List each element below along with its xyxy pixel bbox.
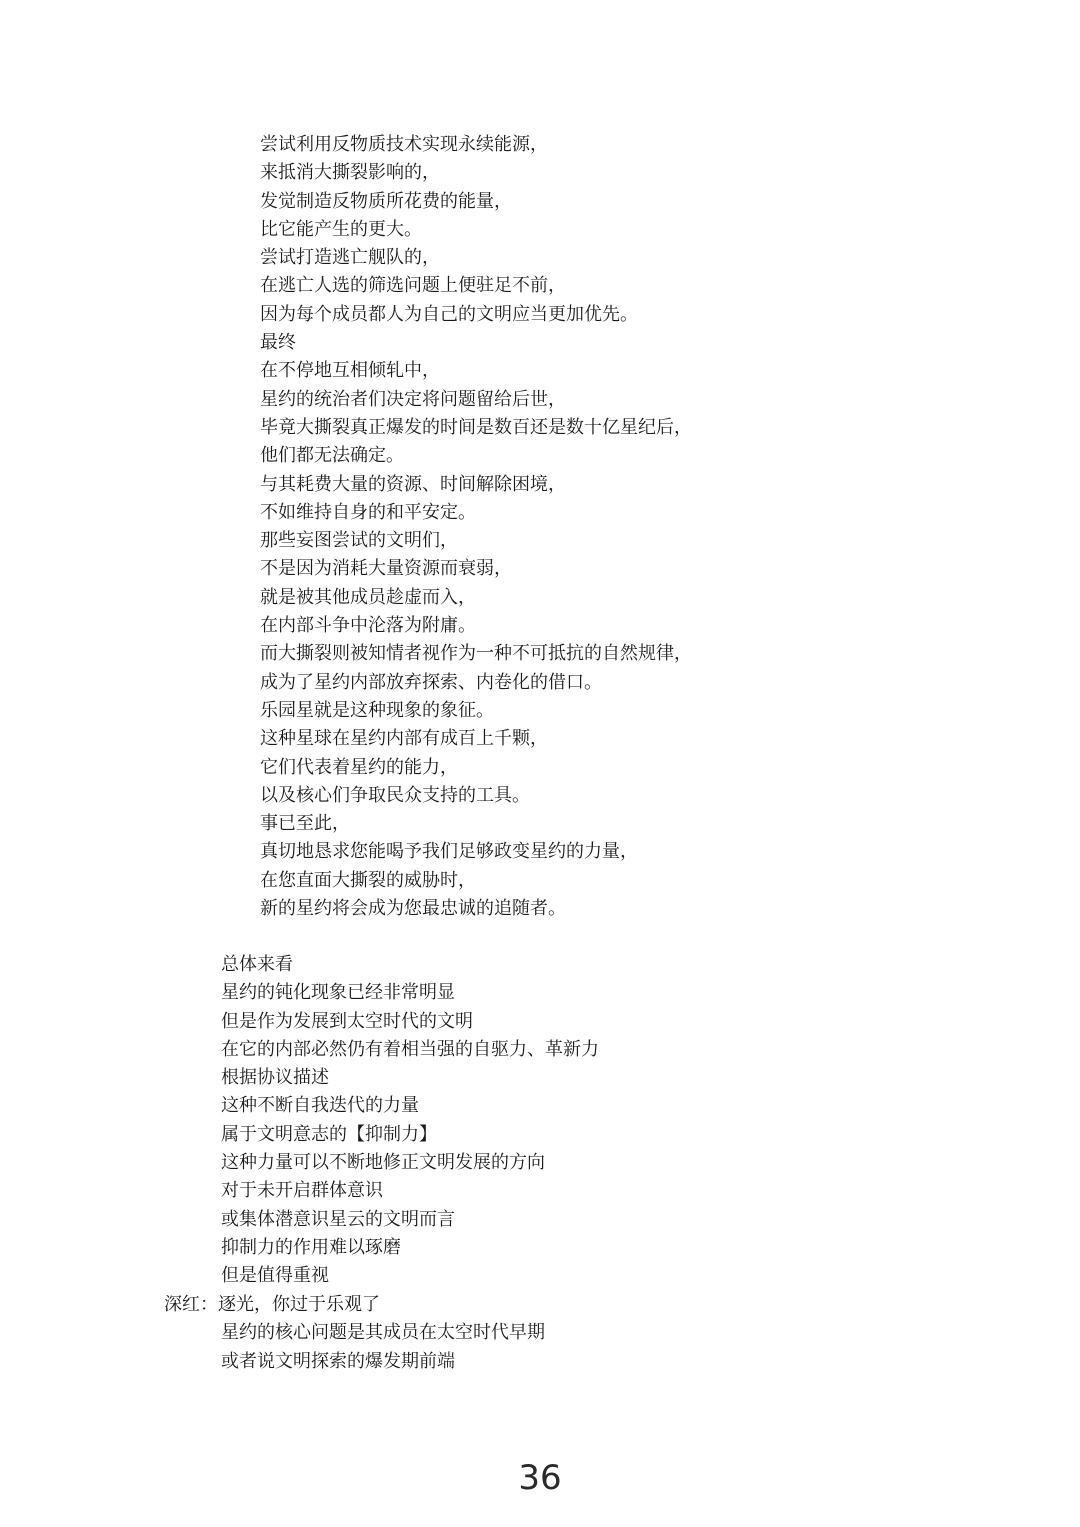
text-line: 尝试打造逃亡舰队的， [260, 247, 440, 269]
text-line: 那些妄图尝试的文明们， [260, 530, 458, 552]
text-line: 在内部斗争中沦落为附庸。 [260, 615, 476, 637]
text-line: 真切地恳求您能喝予我们足够政变星约的力量， [260, 841, 638, 863]
text-line: 在不停地互相倾轧中， [260, 360, 440, 382]
text-line: 毕竟大撕裂真正爆发的时间是数百还是数十亿星纪后， [260, 416, 692, 438]
text-line: 尝试利用反物质技术实现永续能源， [260, 134, 548, 155]
text-line: 但是值得重视 [221, 1265, 329, 1287]
text-line: 根据协议描述 [221, 1067, 329, 1089]
text-line: 乐园星就是这种现象的象征。 [260, 699, 494, 721]
text-line: 总体来看 [221, 954, 293, 975]
text-line: 而大撕裂则被知情者视作为一种不可抵抗的自然规律， [260, 643, 692, 665]
text-line: 就是被其他成员趁虚而入， [260, 586, 476, 608]
text-line: 因为每个成员都人为自己的文明应当更加优先。 [260, 303, 638, 325]
text-line: 但是作为发展到太空时代的文明 [221, 1010, 473, 1032]
text-line: 最终 [260, 332, 296, 354]
text-line: 在它的内部必然仍有着相当强的自驱力、革新力 [221, 1038, 599, 1060]
text-line: 事已至此， [260, 813, 350, 835]
dialogue-line [164, 1291, 380, 1319]
text-line: 属于文明意志的【抑制力】 [221, 1123, 437, 1145]
text-line: 成为了星约内部放弃探索、内卷化的借口。 [260, 671, 602, 693]
text-line: 星约的统治者们决定将问题留给后世， [260, 388, 566, 410]
text-line: 星约的钝化现象已经非常明显 [221, 982, 455, 1004]
text-line: 不如维持自身的和平安定。 [260, 501, 476, 523]
text-line: 星约的核心问题是其成员在太空时代早期 [221, 1322, 545, 1344]
text-line: 以及核心们争取民众支持的工具。 [260, 784, 530, 806]
text-line: 这种力量可以不断地修正文明发展的方向 [221, 1152, 545, 1174]
text-line: 不是因为消耗大量资源而衰弱， [260, 558, 512, 580]
dialogue-text: 逐光，你过于乐观了 [218, 1294, 380, 1315]
text-line: 对于未开启群体意识 [221, 1180, 383, 1202]
text-line: 比它能产生的更大。 [260, 218, 422, 240]
text-line: 或者说文明探索的爆发期前端 [221, 1350, 455, 1372]
dialogue-continuation [221, 1319, 1021, 1376]
page-number: 36 [518, 1458, 562, 1498]
quoted-letter [260, 131, 1020, 923]
text-line: 发觉制造反物质所花费的能量， [260, 190, 512, 212]
text-line: 在您直面大撕裂的威胁时， [260, 869, 476, 891]
text-line: 它们代表着星约的能力， [260, 756, 458, 778]
text-line: 新的星约将会成为您最忠诚的追随者。 [260, 898, 566, 920]
text-line: 他们都无法确定。 [260, 445, 404, 467]
text-line: 这种星球在星约内部有成百上千颗， [260, 728, 548, 750]
text-line: 来抵消大撕裂影响的， [260, 162, 440, 184]
text-line: 与其耗费大量的资源、时间解除困境， [260, 473, 566, 495]
text-line: 这种不断自我迭代的力量 [221, 1095, 419, 1117]
narration [221, 951, 1021, 1291]
text-line: 抑制力的作用难以琢磨 [221, 1236, 401, 1258]
text-line: 在逃亡人选的筛选问题上便驻足不前， [260, 275, 566, 297]
speaker-name: 深红： [164, 1294, 218, 1315]
text-line: 或集体潜意识星云的文明而言 [221, 1208, 455, 1230]
